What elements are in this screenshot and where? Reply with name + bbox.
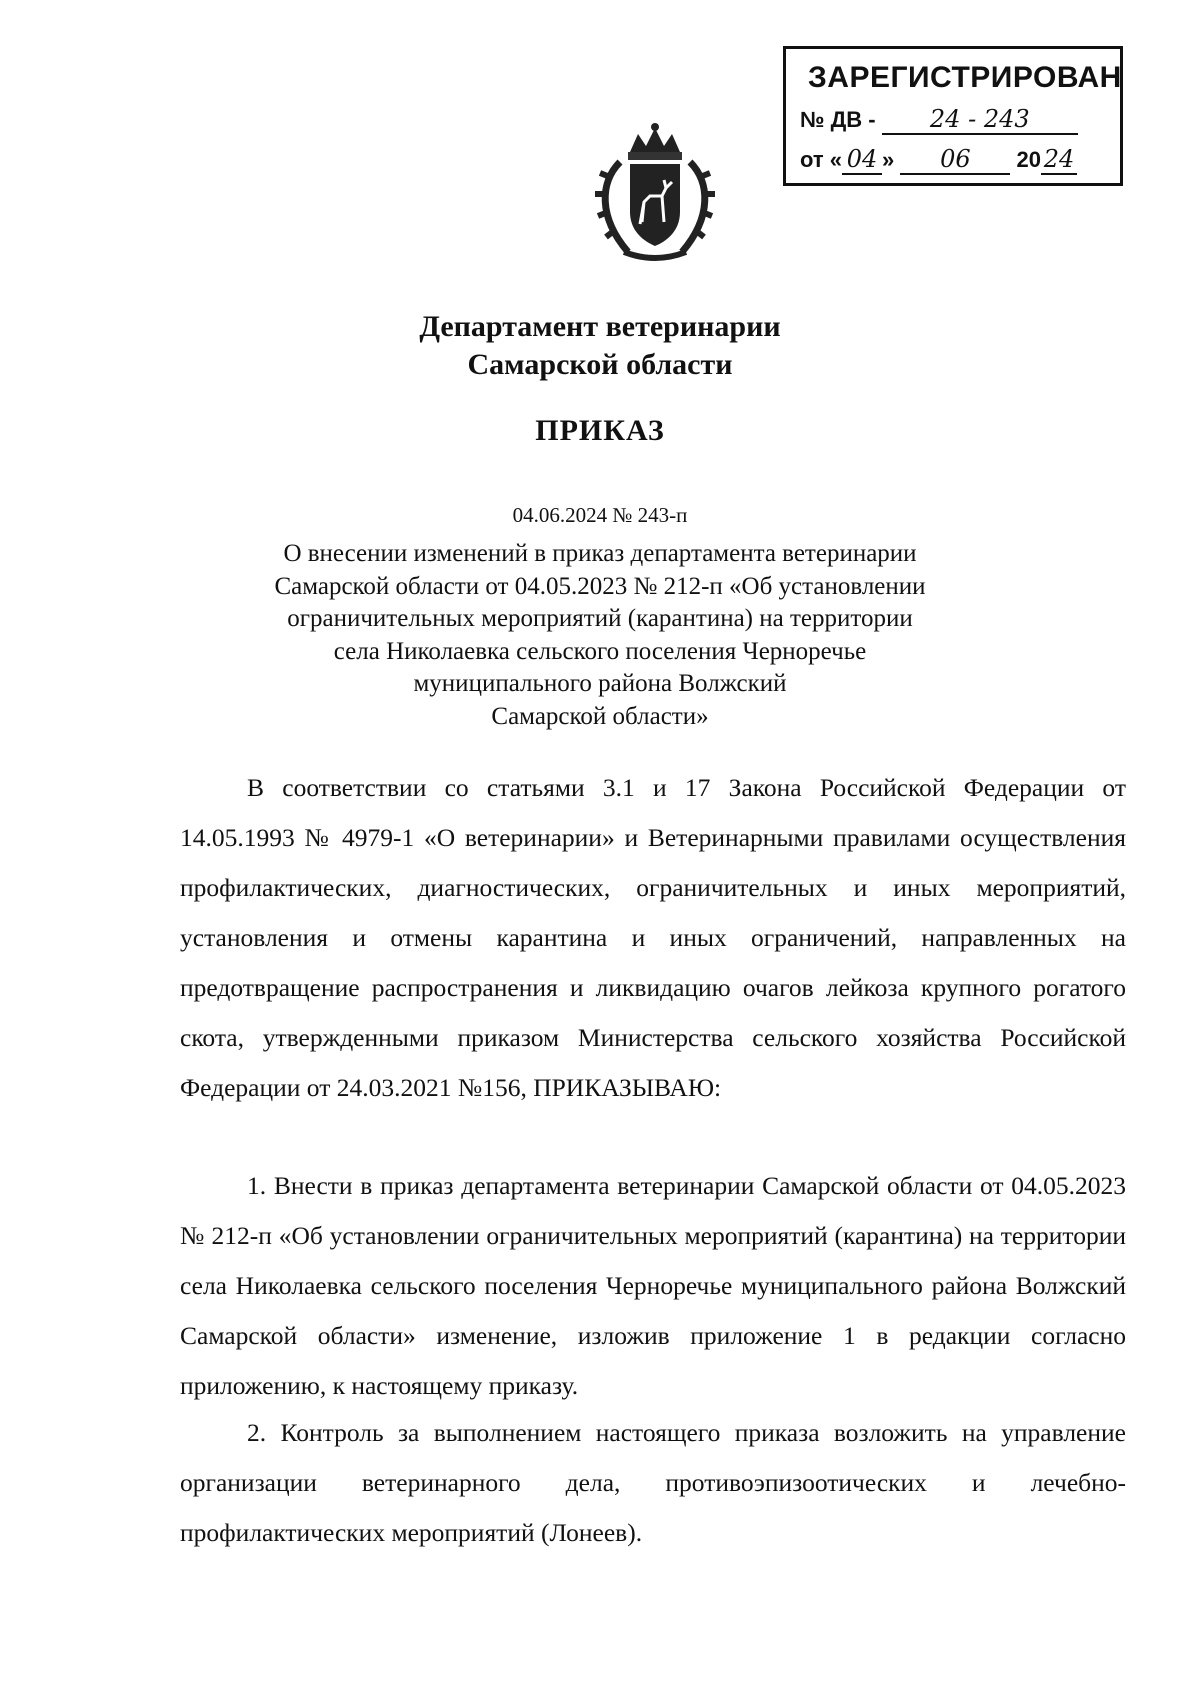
stamp-title: ЗАРЕГИСТРИРОВАН: [808, 61, 1122, 94]
body-item-1: [180, 1161, 1126, 1411]
stamp-year-prefix: 20: [1016, 147, 1041, 172]
preamble-paragraph: В соответствии со статьями 3.1 и 17 Закона Российской Федерации от 14.05.1993 № 4979-1 «О ветеринарии» и Ветеринарными правилами осуществления профилактических, диагностических, ограничительных и иных мероприятий, установления и отмены карантина и иных ограничений, направленных на предотвращение распространения и ликвидацию очагов лейкоза крупного рогатого скота, утвержденными приказом Министерства сельского хозяйства Российской Федерации от 24.03.2021 №156, ПРИКАЗЫВАЮ:: [180, 773, 1126, 1102]
subject-line: Самарской области»: [491, 702, 709, 730]
stamp-date-close: »: [882, 147, 895, 172]
document-subject: [0, 538, 1200, 733]
subject-line: О внесении изменений в приказ департамента ветеринарии: [283, 540, 917, 567]
document-date-number: 04.06.2024 № 243-п: [512, 503, 688, 527]
body-item-2: [180, 1408, 1126, 1558]
subject-line: ограничительных мероприятий (карантина) на территории: [287, 605, 913, 632]
document-type: ПРИКАЗ: [535, 414, 665, 447]
stamp-number-label: № ДВ -: [800, 107, 876, 132]
stamp-year-suffix: 24: [1041, 145, 1077, 175]
stamp-number-row: [800, 105, 1078, 135]
stamp-date-prefix: от «: [800, 147, 843, 172]
stamp-date-month: 06: [900, 145, 1010, 175]
item-2-paragraph: 2. Контроль за выполнением настоящего приказа возложить на управление организации ветеринарного дела, противоэпизоотических и лечебно-профилактических мероприятий (Лонеев).: [180, 1418, 1126, 1547]
registration-stamp: [783, 46, 1123, 186]
department-name: [0, 308, 1200, 384]
subject-line: Самарской области от 04.05.2023 № 212-п «Об установлении: [274, 572, 926, 600]
stamp-date-row: [800, 145, 1077, 175]
stamp-number-value: 24 - 243: [882, 105, 1078, 135]
department-line-1: Департамент ветеринарии: [419, 310, 781, 343]
subject-line: села Николаевка сельского поселения Черноречье: [333, 637, 867, 665]
subject-line: муниципального района Волжский: [413, 670, 787, 697]
department-line-2: Самарской области: [467, 348, 733, 381]
stamp-date-day: 04: [842, 145, 882, 175]
samara-coat-of-arms-icon: [580, 122, 730, 264]
item-1-paragraph: 1. Внести в приказ департамента ветеринарии Самарской области от 04.05.2023 № 212-п «Об установлении ограничительных мероприятий (карантина) на территории села Николаевка сельского поселения Черноречье муниципального района Волжский Самарской области» изменение, изложив приложение 1 в редакции согласно приложению, к настоящему приказу.: [180, 1171, 1126, 1400]
body-preamble: [180, 763, 1126, 1113]
